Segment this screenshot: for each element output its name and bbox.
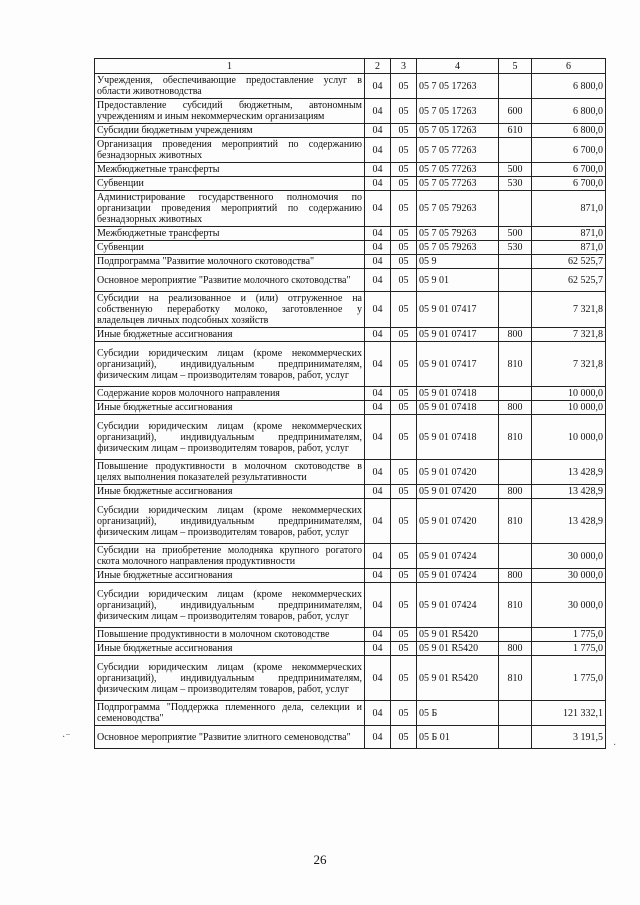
row-col-3-cell: 05 xyxy=(391,177,417,191)
row-name-cell: Межбюджетные трансферты xyxy=(95,227,365,241)
row-amount-cell: 6 700,0 xyxy=(532,177,606,191)
row-code-cell: 05 7 05 77263 xyxy=(417,177,499,191)
table-body xyxy=(95,74,606,749)
table-row xyxy=(95,415,606,460)
row-col-2-cell: 04 xyxy=(365,656,391,701)
row-col-5-cell xyxy=(499,387,532,401)
row-amount-cell: 6 800,0 xyxy=(532,99,606,124)
row-name-cell: Иные бюджетные ассигнования xyxy=(95,401,365,415)
row-amount-cell: 7 321,8 xyxy=(532,328,606,342)
row-col-2-cell: 04 xyxy=(365,642,391,656)
row-name-cell: Администрирование государственного полномочия по организации проведения мероприятий по содержанию безнадзорных животных xyxy=(95,191,365,227)
row-amount-cell: 7 321,8 xyxy=(532,292,606,328)
table-row xyxy=(95,328,606,342)
row-col-2-cell: 04 xyxy=(365,177,391,191)
margin-mark: · xyxy=(613,740,617,751)
row-col-2-cell: 04 xyxy=(365,227,391,241)
row-code-cell: 05 7 05 17263 xyxy=(417,124,499,138)
row-col-5-cell xyxy=(499,726,532,749)
row-amount-cell: 121 332,1 xyxy=(532,701,606,726)
row-col-2-cell: 04 xyxy=(365,415,391,460)
row-amount-cell: 13 428,9 xyxy=(532,460,606,485)
row-amount-cell: 871,0 xyxy=(532,191,606,227)
row-col-5-cell xyxy=(499,255,532,269)
row-amount-cell: 871,0 xyxy=(532,241,606,255)
row-col-2-cell: 04 xyxy=(365,328,391,342)
row-col-2-cell: 04 xyxy=(365,726,391,749)
table-row xyxy=(95,387,606,401)
row-code-cell: 05 Б 01 xyxy=(417,726,499,749)
row-code-cell: 05 9 01 R5420 xyxy=(417,656,499,701)
row-code-cell: 05 9 01 07417 xyxy=(417,342,499,387)
row-col-5-cell: 610 xyxy=(499,124,532,138)
row-amount-cell: 62 525,7 xyxy=(532,269,606,292)
row-amount-cell: 7 321,8 xyxy=(532,342,606,387)
row-amount-cell: 871,0 xyxy=(532,227,606,241)
row-col-2-cell: 04 xyxy=(365,163,391,177)
row-col-2-cell: 04 xyxy=(365,387,391,401)
row-name-cell: Субсидии юридическим лицам (кроме некоммерческих организаций), индивидуальным предпринимателям, физическим лицам – производителям товаров, работ, услуг xyxy=(95,499,365,544)
row-col-2-cell: 04 xyxy=(365,499,391,544)
row-col-5-cell xyxy=(499,628,532,642)
row-amount-cell: 30 000,0 xyxy=(532,569,606,583)
row-name-cell: Содержание коров молочного направления xyxy=(95,387,365,401)
row-code-cell: 05 7 05 79263 xyxy=(417,191,499,227)
row-col-2-cell: 04 xyxy=(365,74,391,99)
row-col-5-cell xyxy=(499,701,532,726)
row-col-5-cell: 800 xyxy=(499,401,532,415)
row-col-2-cell: 04 xyxy=(365,544,391,569)
row-col-3-cell: 05 xyxy=(391,99,417,124)
row-amount-cell: 6 800,0 xyxy=(532,124,606,138)
row-code-cell: 05 7 05 79263 xyxy=(417,241,499,255)
row-col-2-cell: 04 xyxy=(365,99,391,124)
table-row xyxy=(95,583,606,628)
header-col-3: 3 xyxy=(391,59,417,74)
table-row xyxy=(95,642,606,656)
row-col-5-cell: 500 xyxy=(499,227,532,241)
row-amount-cell: 62 525,7 xyxy=(532,255,606,269)
row-amount-cell: 10 000,0 xyxy=(532,387,606,401)
row-name-cell: Субсидии юридическим лицам (кроме некоммерческих организаций), индивидуальным предпринимателям, физическим лицам – производителям товаров, работ, услуг xyxy=(95,342,365,387)
row-col-2-cell: 04 xyxy=(365,701,391,726)
row-amount-cell: 10 000,0 xyxy=(532,415,606,460)
row-name-cell: Субсидии бюджетным учреждениям xyxy=(95,124,365,138)
row-name-cell: Основное мероприятие "Развитие элитного семеноводства" xyxy=(95,726,365,749)
table-row xyxy=(95,269,606,292)
row-col-5-cell xyxy=(499,460,532,485)
row-col-3-cell: 05 xyxy=(391,485,417,499)
row-col-5-cell: 810 xyxy=(499,499,532,544)
row-col-3-cell: 05 xyxy=(391,328,417,342)
row-name-cell: Учреждения, обеспечивающие предоставление услуг в области животноводства xyxy=(95,74,365,99)
row-name-cell: Иные бюджетные ассигнования xyxy=(95,642,365,656)
row-code-cell: 05 7 05 17263 xyxy=(417,99,499,124)
row-code-cell: 05 9 01 07424 xyxy=(417,569,499,583)
row-code-cell: 05 9 01 07418 xyxy=(417,401,499,415)
row-amount-cell: 1 775,0 xyxy=(532,628,606,642)
row-code-cell: 05 9 01 07420 xyxy=(417,499,499,544)
row-code-cell: 05 Б xyxy=(417,701,499,726)
row-col-5-cell: 800 xyxy=(499,642,532,656)
row-col-3-cell: 05 xyxy=(391,415,417,460)
row-amount-cell: 3 191,5 xyxy=(532,726,606,749)
row-col-5-cell xyxy=(499,292,532,328)
row-code-cell: 05 9 01 xyxy=(417,269,499,292)
row-name-cell: Субсидии юридическим лицам (кроме некоммерческих организаций), индивидуальным предпринимателям, физическим лицам – производителям товаров, работ, услуг xyxy=(95,415,365,460)
table-row xyxy=(95,255,606,269)
row-code-cell: 05 9 01 07424 xyxy=(417,544,499,569)
row-amount-cell: 30 000,0 xyxy=(532,544,606,569)
row-col-3-cell: 05 xyxy=(391,163,417,177)
row-col-3-cell: 05 xyxy=(391,387,417,401)
row-col-5-cell: 800 xyxy=(499,485,532,499)
row-col-3-cell: 05 xyxy=(391,292,417,328)
row-col-3-cell: 05 xyxy=(391,460,417,485)
table-row xyxy=(95,460,606,485)
table-row xyxy=(95,227,606,241)
page-number: 26 xyxy=(313,852,327,867)
row-col-3-cell: 05 xyxy=(391,726,417,749)
table-row xyxy=(95,499,606,544)
row-col-3-cell: 05 xyxy=(391,241,417,255)
row-col-2-cell: 04 xyxy=(365,460,391,485)
row-col-3-cell: 05 xyxy=(391,583,417,628)
row-name-cell: Повышение продуктивности в молочном скотоводстве в целях выполнения показателей результативности xyxy=(95,460,365,485)
row-col-2-cell: 04 xyxy=(365,485,391,499)
table-row xyxy=(95,99,606,124)
header-col-6: 6 xyxy=(532,59,606,74)
row-col-5-cell xyxy=(499,74,532,99)
row-code-cell: 05 9 01 07418 xyxy=(417,415,499,460)
table-row xyxy=(95,177,606,191)
row-code-cell: 05 9 01 07418 xyxy=(417,387,499,401)
row-code-cell: 05 9 xyxy=(417,255,499,269)
table-row xyxy=(95,628,606,642)
row-name-cell: Подпрограмма "Поддержка племенного дела, селекции и семеноводства" xyxy=(95,701,365,726)
row-col-3-cell: 05 xyxy=(391,74,417,99)
row-code-cell: 05 7 05 77263 xyxy=(417,163,499,177)
row-name-cell: Повышение продуктивности в молочном скотоводстве xyxy=(95,628,365,642)
row-code-cell: 05 9 01 07420 xyxy=(417,460,499,485)
row-col-5-cell: 810 xyxy=(499,656,532,701)
row-name-cell: Организация проведения мероприятий по содержанию безнадзорных животных xyxy=(95,138,365,163)
row-col-5-cell: 810 xyxy=(499,415,532,460)
row-col-3-cell: 05 xyxy=(391,656,417,701)
table-row xyxy=(95,726,606,749)
row-col-5-cell: 810 xyxy=(499,342,532,387)
table-row xyxy=(95,74,606,99)
row-name-cell: Иные бюджетные ассигнования xyxy=(95,569,365,583)
row-col-2-cell: 04 xyxy=(365,269,391,292)
row-name-cell: Субсидии юридическим лицам (кроме некоммерческих организаций), индивидуальным предпринимателям, физическим лицам – производителям товаров, работ, услуг xyxy=(95,656,365,701)
table-row xyxy=(95,569,606,583)
table-row xyxy=(95,124,606,138)
header-col-5: 5 xyxy=(499,59,532,74)
row-name-cell: Иные бюджетные ассигнования xyxy=(95,485,365,499)
row-code-cell: 05 9 01 07417 xyxy=(417,292,499,328)
row-col-2-cell: 04 xyxy=(365,124,391,138)
table-row xyxy=(95,485,606,499)
row-col-5-cell: 800 xyxy=(499,569,532,583)
row-amount-cell: 10 000,0 xyxy=(532,401,606,415)
table-row xyxy=(95,292,606,328)
row-code-cell: 05 9 01 R5420 xyxy=(417,642,499,656)
row-col-3-cell: 05 xyxy=(391,544,417,569)
row-amount-cell: 6 700,0 xyxy=(532,163,606,177)
row-col-3-cell: 05 xyxy=(391,701,417,726)
row-code-cell: 05 7 05 79263 xyxy=(417,227,499,241)
header-col-2: 2 xyxy=(365,59,391,74)
row-code-cell: 05 7 05 77263 xyxy=(417,138,499,163)
row-col-2-cell: 04 xyxy=(365,138,391,163)
row-col-3-cell: 05 xyxy=(391,342,417,387)
row-col-3-cell: 05 xyxy=(391,227,417,241)
row-col-5-cell: 500 xyxy=(499,163,532,177)
row-col-2-cell: 04 xyxy=(365,191,391,227)
row-col-3-cell: 05 xyxy=(391,138,417,163)
row-col-5-cell: 810 xyxy=(499,583,532,628)
row-name-cell: Субвенции xyxy=(95,177,365,191)
row-col-5-cell xyxy=(499,269,532,292)
row-col-5-cell: 530 xyxy=(499,241,532,255)
table-header-row xyxy=(95,59,606,74)
row-name-cell: Субсидии юридическим лицам (кроме некоммерческих организаций), индивидуальным предпринимателям, физическим лицам – производителям товаров, работ, услуг xyxy=(95,583,365,628)
row-amount-cell: 1 775,0 xyxy=(532,642,606,656)
table-row xyxy=(95,544,606,569)
row-code-cell: 05 9 01 R5420 xyxy=(417,628,499,642)
row-code-cell: 05 9 01 07420 xyxy=(417,485,499,499)
row-amount-cell: 1 775,0 xyxy=(532,656,606,701)
header-col-4: 4 xyxy=(417,59,499,74)
budget-table xyxy=(94,58,606,749)
row-code-cell: 05 9 01 07417 xyxy=(417,328,499,342)
row-col-2-cell: 04 xyxy=(365,583,391,628)
row-col-2-cell: 04 xyxy=(365,241,391,255)
row-name-cell: Субвенции xyxy=(95,241,365,255)
table-row xyxy=(95,138,606,163)
row-amount-cell: 6 700,0 xyxy=(532,138,606,163)
row-col-5-cell: 600 xyxy=(499,99,532,124)
row-name-cell: Субсидии на реализованное и (или) отгруженное на собственную переработку молоко, заготовленное у владельцев личных подсобных хозяйств xyxy=(95,292,365,328)
row-col-5-cell xyxy=(499,191,532,227)
table-row xyxy=(95,191,606,227)
table-row xyxy=(95,656,606,701)
row-col-3-cell: 05 xyxy=(391,628,417,642)
row-col-3-cell: 05 xyxy=(391,269,417,292)
table-row xyxy=(95,401,606,415)
row-col-2-cell: 04 xyxy=(365,342,391,387)
header-col-1: 1 xyxy=(95,59,365,74)
table-row xyxy=(95,241,606,255)
margin-mark: ·⁻ xyxy=(62,732,71,743)
row-col-2-cell: 04 xyxy=(365,292,391,328)
table-row xyxy=(95,701,606,726)
row-name-cell: Основное мероприятие "Развитие молочного скотоводства" xyxy=(95,269,365,292)
row-col-5-cell: 800 xyxy=(499,328,532,342)
row-amount-cell: 6 800,0 xyxy=(532,74,606,99)
row-col-5-cell xyxy=(499,138,532,163)
row-col-3-cell: 05 xyxy=(391,401,417,415)
row-name-cell: Предоставление субсидий бюджетным, автономным учреждениям и иным некоммерческим организациям xyxy=(95,99,365,124)
row-col-3-cell: 05 xyxy=(391,191,417,227)
row-name-cell: Субсидии на приобретение молодняка крупного рогатого скота молочного направления продуктивности xyxy=(95,544,365,569)
row-name-cell: Межбюджетные трансферты xyxy=(95,163,365,177)
row-col-3-cell: 05 xyxy=(391,255,417,269)
row-col-2-cell: 04 xyxy=(365,628,391,642)
row-col-2-cell: 04 xyxy=(365,569,391,583)
row-col-3-cell: 05 xyxy=(391,642,417,656)
row-name-cell: Подпрограмма "Развитие молочного скотоводства" xyxy=(95,255,365,269)
row-col-5-cell: 530 xyxy=(499,177,532,191)
table-row xyxy=(95,342,606,387)
row-name-cell: Иные бюджетные ассигнования xyxy=(95,328,365,342)
row-code-cell: 05 9 01 07424 xyxy=(417,583,499,628)
row-col-5-cell xyxy=(499,544,532,569)
row-col-3-cell: 05 xyxy=(391,499,417,544)
row-col-3-cell: 05 xyxy=(391,569,417,583)
table-row xyxy=(95,163,606,177)
row-amount-cell: 30 000,0 xyxy=(532,583,606,628)
row-code-cell: 05 7 05 17263 xyxy=(417,74,499,99)
row-col-3-cell: 05 xyxy=(391,124,417,138)
row-col-2-cell: 04 xyxy=(365,401,391,415)
row-col-2-cell: 04 xyxy=(365,255,391,269)
row-amount-cell: 13 428,9 xyxy=(532,485,606,499)
row-amount-cell: 13 428,9 xyxy=(532,499,606,544)
